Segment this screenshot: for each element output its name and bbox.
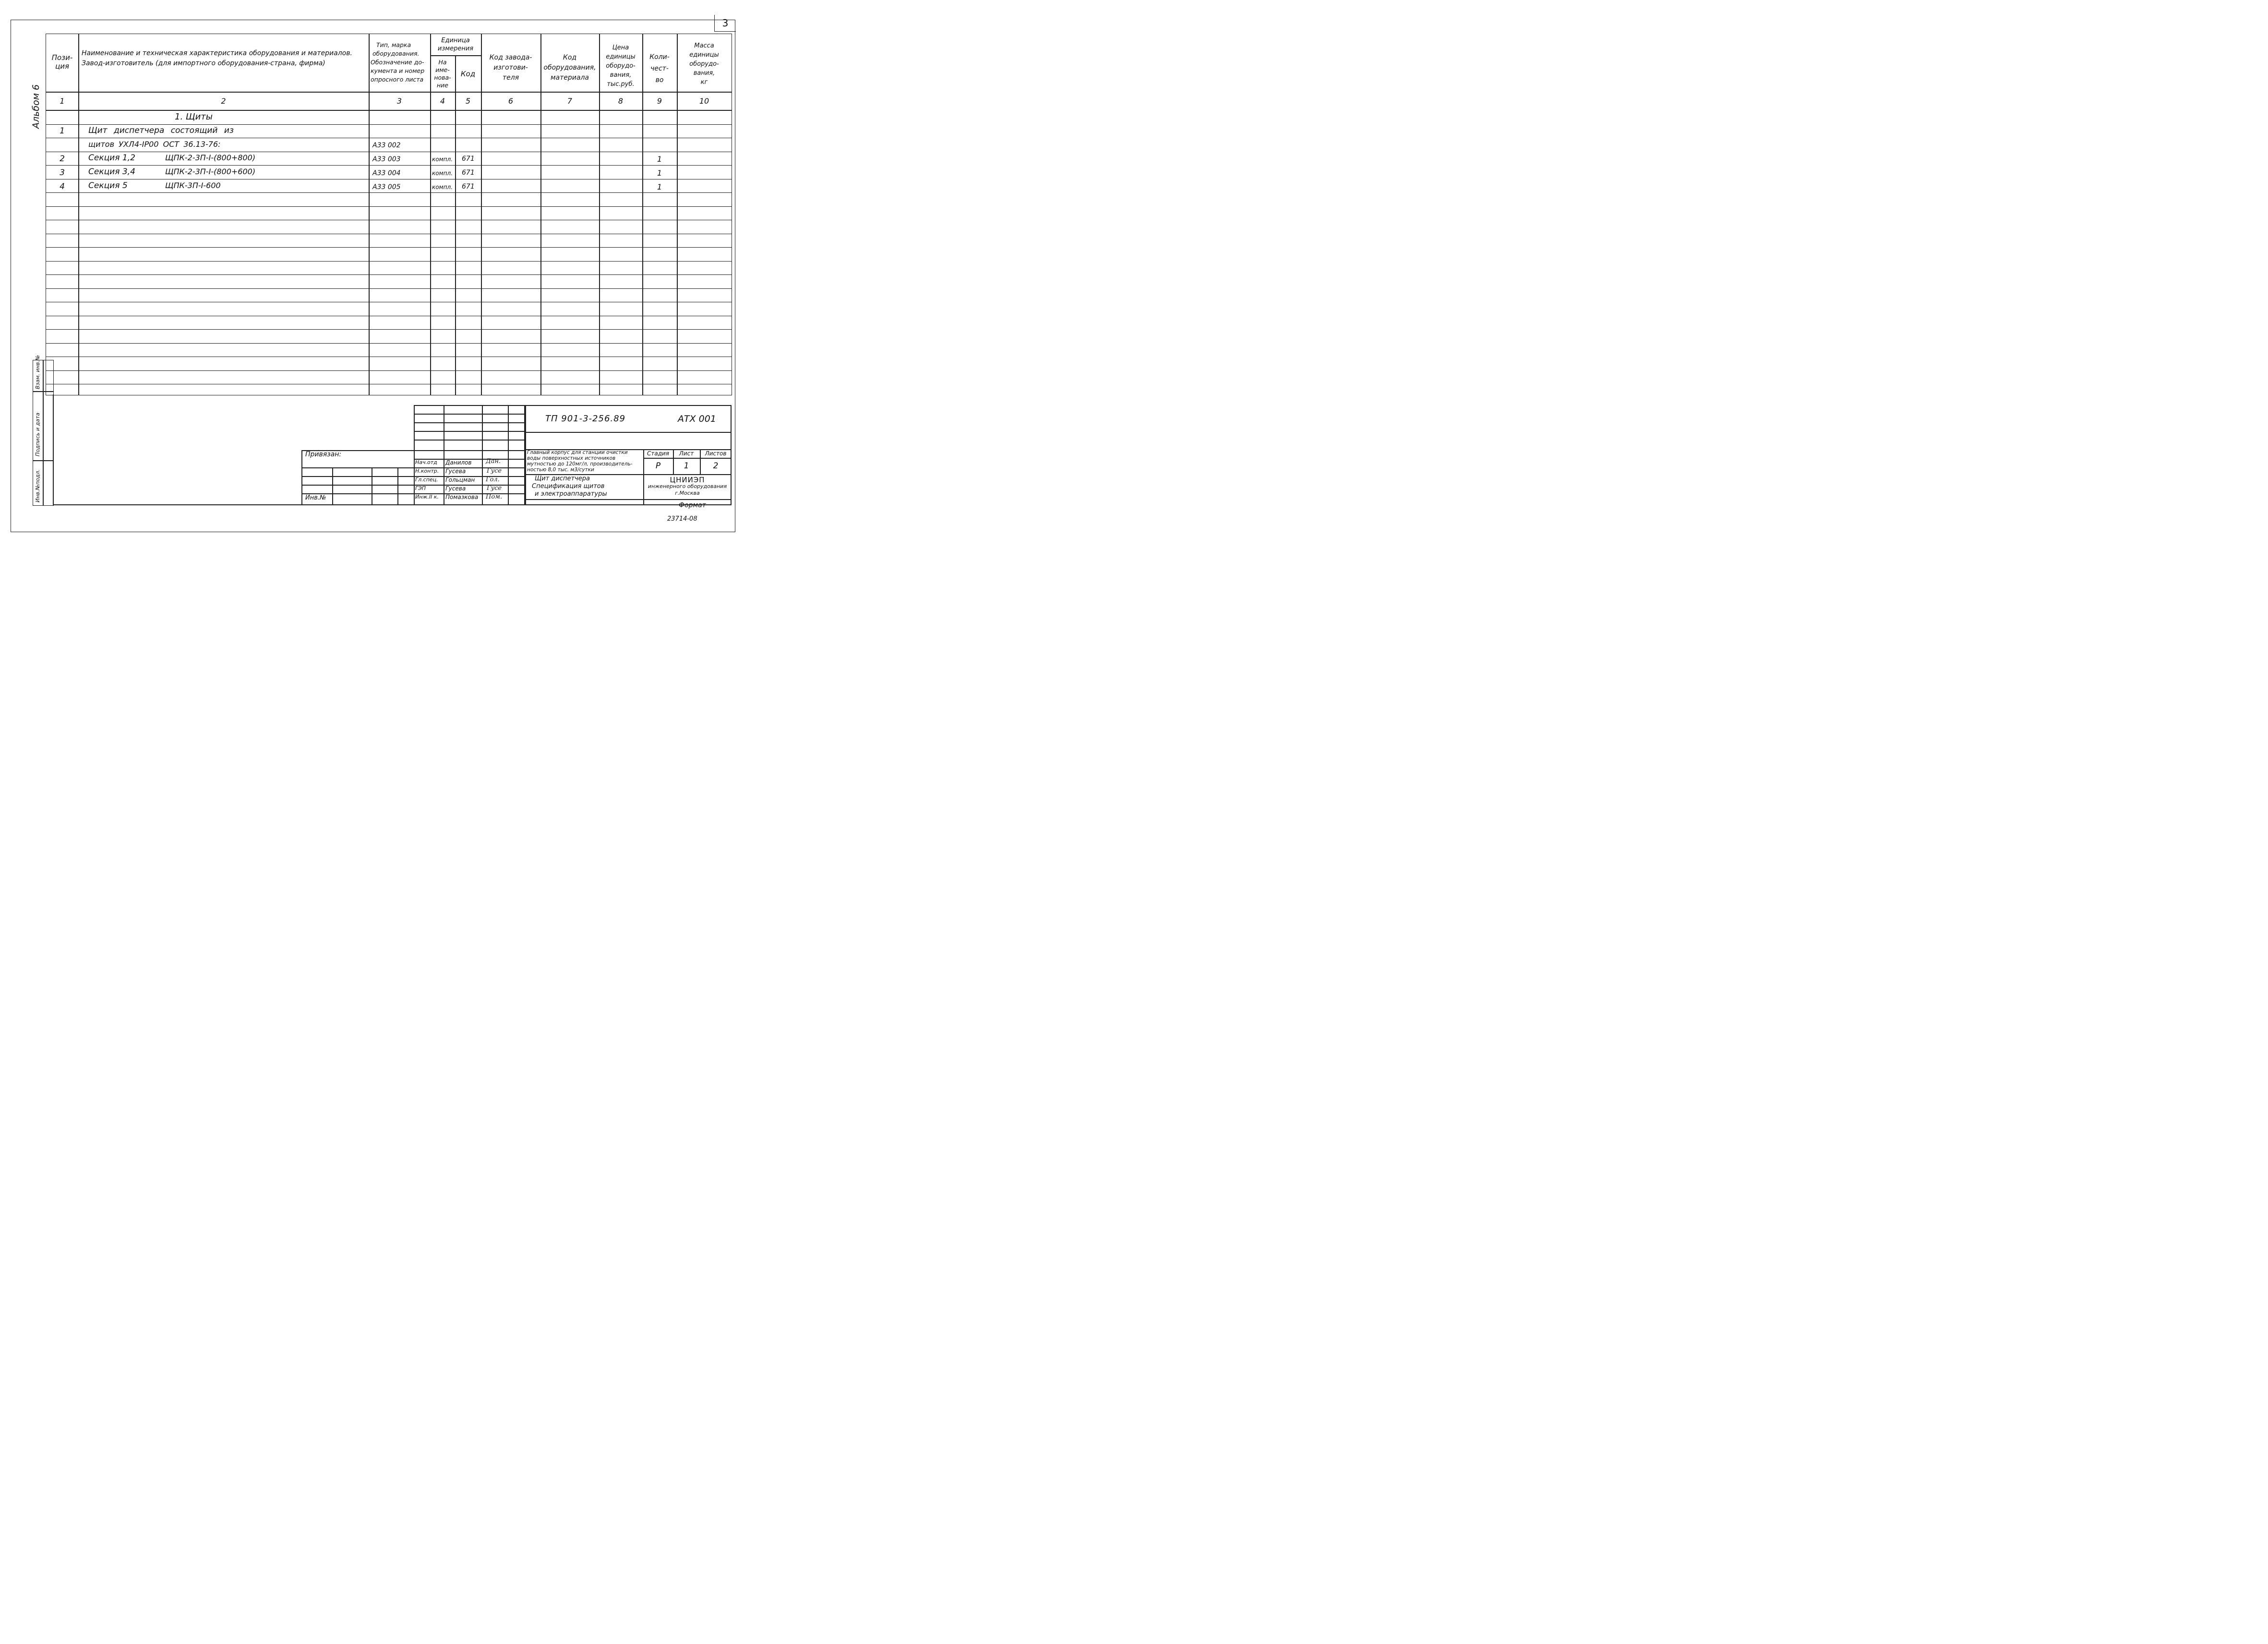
row-3-pos: 2	[60, 154, 65, 164]
header-factory-code: Код завода- изготови- теля	[489, 53, 532, 82]
header-equipment-code: Код оборудования, материала	[543, 53, 596, 82]
row-3-name: Секция 1,2	[88, 153, 135, 163]
row-4-name: Секция 3,4	[88, 167, 135, 177]
row-5-code: 671	[462, 183, 475, 191]
row-heading: 1. Щиты	[175, 112, 213, 122]
header-name: Наименование и техническая характеристика оборудования и материалов. Завод-изготовитель (для импортного оборудования-страна, фирма)	[82, 49, 352, 67]
document-code: ТП 901-3-256.89	[545, 414, 626, 424]
table-row-line	[46, 343, 732, 344]
side-stamp-vzam-inv: Взам. инв.№	[35, 355, 41, 389]
row-3-qty: 1	[657, 154, 662, 164]
sheets-label: Листов	[705, 450, 727, 457]
table-row-line	[46, 274, 732, 275]
stage-value: Р	[655, 461, 661, 471]
bottom-left-edge	[53, 394, 54, 505]
privyazan-label: Привязан:	[305, 451, 342, 458]
signature-0: Дан.	[486, 458, 501, 465]
sheet-value: 1	[684, 461, 689, 471]
row-1-name: Щит диспетчера состоящий из	[88, 126, 234, 135]
name-0: Данилов	[445, 459, 472, 466]
header-position: Пози- ция	[51, 53, 73, 71]
header-unit-group: Единица измерения	[437, 37, 474, 52]
name-4: Помазкова	[445, 494, 479, 500]
header-price: Цена единицы оборудо- вания, тыс.руб.	[606, 44, 636, 88]
row-5-name2: ЩПК-3П-I-600	[165, 181, 221, 190]
row-1-pos: 1	[60, 126, 65, 136]
document-mark: АТХ 001	[678, 414, 716, 424]
signature-1: Гусе	[487, 467, 502, 475]
table-row-line	[46, 206, 732, 207]
header-unit-code: Код	[460, 70, 476, 78]
sheet-number: 3	[722, 17, 729, 29]
name-3: Гусева	[445, 485, 466, 492]
format-label: Формат	[679, 501, 706, 509]
drawing-title: Щит диспетчера Спецификация щитов и электроаппаратуры	[532, 475, 607, 498]
row-3-unit: компл.	[432, 156, 453, 163]
stage-label: Стадия	[647, 450, 670, 457]
header-quantity: Коли- чест- во	[649, 53, 670, 84]
colnum-2: 2	[221, 96, 226, 106]
row-2-name: щитов УХЛ4-IP00 ОСТ 36.13-76:	[88, 140, 221, 149]
colnum-9: 9	[657, 96, 662, 106]
table-row-line	[46, 165, 732, 166]
specification-table	[46, 34, 732, 395]
album-label: Альбом 6	[31, 84, 41, 129]
side-stamp-podpis-data: Подпись и дата	[35, 412, 41, 456]
colnum-7: 7	[567, 96, 573, 106]
signature-2: Гол.	[486, 476, 500, 483]
name-2: Гольцман	[445, 477, 475, 483]
row-4-name2: ЩПК-2-3П-I-(800+600)	[165, 167, 256, 176]
inv-no-label: Инв.№	[305, 494, 326, 501]
role-1: Н.контр.	[415, 468, 439, 474]
row-4-type: А33 004	[372, 169, 401, 177]
colnum-8: 8	[618, 96, 624, 106]
row-5-type: А33 005	[372, 183, 401, 191]
row-4-qty: 1	[657, 168, 662, 178]
colnum-1: 1	[60, 96, 65, 106]
colnum-4: 4	[440, 96, 445, 106]
sheet-number-box	[714, 15, 736, 32]
header-mass: Масса единицы оборудо- вания, кг	[689, 42, 719, 86]
header-type: Тип, марка оборудования. Обозначение до- кумента и номер опросного листа	[371, 41, 425, 83]
name-1: Гусева	[445, 468, 466, 475]
colnum-6: 6	[508, 96, 514, 106]
signature-3: Гусе	[487, 485, 502, 492]
row-3-code: 671	[462, 155, 475, 163]
organization: ЦНИИЭП инженерного оборудования г.Москва	[648, 476, 727, 496]
sheets-value: 2	[713, 461, 719, 471]
table-row-line	[46, 370, 732, 371]
row-2-type: А33 002	[372, 142, 401, 149]
role-4: Инж.II к.	[415, 494, 439, 500]
archive-number: 23714-08	[667, 515, 697, 523]
side-stamp-inv-podl: Инв.№подл.	[35, 469, 41, 502]
row-5-qty: 1	[657, 182, 662, 191]
role-0: Нач.отд	[415, 459, 437, 465]
sheet-label: Лист	[679, 450, 694, 457]
colnum-10: 10	[699, 96, 709, 106]
colnum-5: 5	[465, 96, 471, 106]
colnum-3: 3	[396, 96, 402, 106]
table-row-line	[46, 329, 732, 330]
signature-4: Пом.	[486, 493, 503, 500]
row-4-code: 671	[462, 169, 475, 177]
row-3-name2: ЩПК-2-3П-I-(800+800)	[165, 153, 256, 162]
row-5-unit: компл.	[432, 184, 453, 191]
row-5-name: Секция 5	[88, 181, 128, 191]
table-row-line	[46, 288, 732, 289]
table-row-line	[46, 192, 732, 193]
row-3-type: А33 003	[372, 155, 401, 163]
table-row-line	[46, 247, 732, 248]
role-3: ГЭП	[415, 485, 426, 491]
table-row-line	[46, 261, 732, 262]
title-block	[301, 405, 732, 505]
row-5-pos: 4	[60, 182, 65, 191]
role-2: Гл.спец.	[415, 477, 438, 483]
row-4-pos: 3	[60, 168, 65, 178]
header-unit-name: На име- нова- ние	[434, 59, 451, 89]
table-row-line	[46, 124, 732, 125]
project-description: Главный корпус для станции очистки воды поверхностных источников мутностью до 120мг/л, производитель- ностью 8,0 тыс. м3/сутки	[527, 450, 633, 473]
row-4-unit: компл.	[432, 170, 453, 177]
